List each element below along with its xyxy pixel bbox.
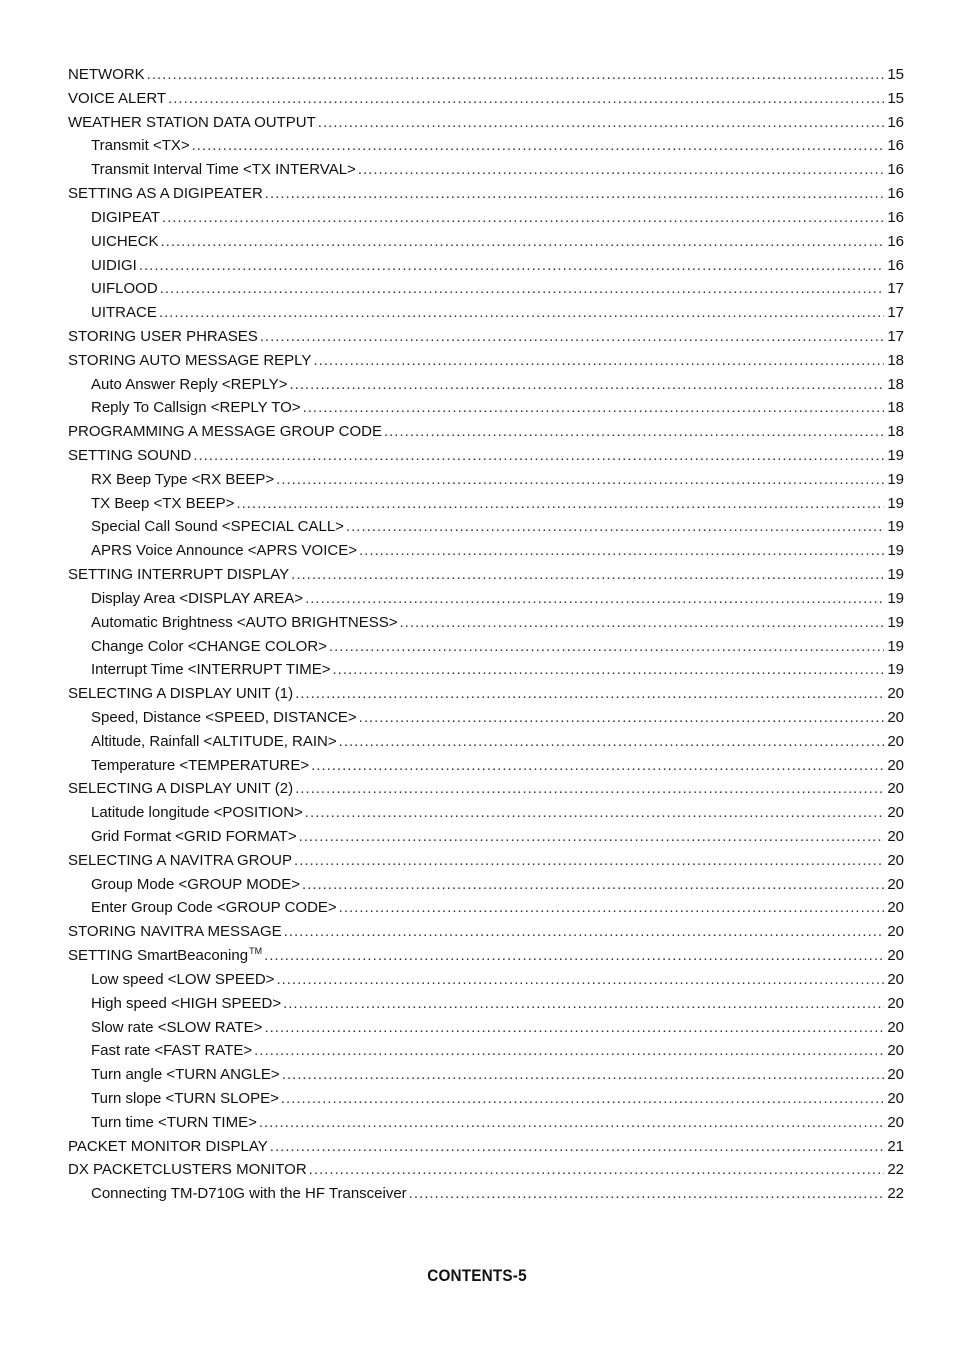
toc-entry[interactable] xyxy=(68,1087,904,1111)
toc-entry[interactable] xyxy=(68,182,904,206)
dot-leader xyxy=(291,563,884,587)
toc-entry[interactable] xyxy=(68,1063,904,1087)
toc-entry[interactable] xyxy=(68,825,904,849)
dot-leader xyxy=(193,444,884,468)
toc-entry-page-number: 20 xyxy=(887,828,904,845)
toc-entry[interactable] xyxy=(68,134,904,158)
toc-entry-title: Speed, Distance <SPEED, DISTANCE> xyxy=(91,708,357,726)
dot-leader xyxy=(339,730,884,754)
toc-entry-title: DX PACKETCLUSTERS MONITOR xyxy=(68,1161,307,1179)
toc-entry-title: Change Color <CHANGE COLOR> xyxy=(91,637,327,655)
toc-entry-page-number: 19 xyxy=(887,566,904,584)
toc-entry-title: Special Call Sound <SPECIAL CALL> xyxy=(91,518,344,536)
toc-entry[interactable] xyxy=(68,87,904,111)
toc-entry-title: SETTING AS A DIGIPEATER xyxy=(68,185,263,203)
toc-entry-title: UIDIGI xyxy=(91,256,137,274)
toc-entry-page-number: 16 xyxy=(887,185,904,203)
toc-entry-page-number: 21 xyxy=(887,1137,904,1155)
dot-leader xyxy=(295,682,884,706)
toc-entry[interactable] xyxy=(68,515,904,539)
toc-entry[interactable] xyxy=(68,968,904,992)
dot-leader xyxy=(346,515,884,539)
toc-entry[interactable] xyxy=(68,111,904,135)
toc-entry-title: SETTING SOUND xyxy=(68,447,192,464)
dot-leader xyxy=(284,920,884,944)
dot-leader xyxy=(339,896,884,920)
toc-entry-page-number: 17 xyxy=(887,327,904,345)
dot-leader xyxy=(294,849,884,873)
toc-entry-page-number: 15 xyxy=(887,66,904,83)
toc-entry[interactable] xyxy=(68,63,904,87)
dot-leader xyxy=(303,396,884,420)
toc-entry-page-number: 19 xyxy=(887,470,904,488)
toc-entry[interactable] xyxy=(68,944,904,968)
dot-leader xyxy=(299,825,884,849)
toc-entry[interactable] xyxy=(68,254,904,278)
dot-leader xyxy=(270,1135,884,1159)
toc-entry[interactable] xyxy=(68,373,904,397)
toc-entry-title: Fast rate <FAST RATE> xyxy=(91,1042,253,1060)
dot-leader xyxy=(265,182,884,206)
toc-entry-page-number: 20 xyxy=(887,685,904,703)
dot-leader xyxy=(318,111,884,135)
toc-entry-title: SELECTING A DISPLAY UNIT (2) xyxy=(68,780,294,798)
toc-entry-page-number: 20 xyxy=(887,1089,904,1107)
toc-entry[interactable] xyxy=(68,563,904,587)
toc-entry-page-number: 19 xyxy=(887,494,904,512)
dot-leader xyxy=(295,777,884,801)
toc-entry[interactable] xyxy=(68,158,904,182)
toc-entry-title: Automatic Brightness <AUTO BRIGHTNESS> xyxy=(91,613,398,631)
toc-entry-page-number: 20 xyxy=(887,732,904,750)
dot-leader xyxy=(276,468,884,492)
toc-entry-page-number: 19 xyxy=(887,661,904,679)
toc-entry[interactable] xyxy=(68,396,904,420)
toc-entry-page-number: 20 xyxy=(887,708,904,726)
toc-entry-page-number: 20 xyxy=(887,1042,904,1060)
toc-entry[interactable] xyxy=(68,896,904,920)
toc-entry-title: PACKET MONITOR DISPLAY xyxy=(68,1137,268,1155)
dot-leader xyxy=(359,539,884,563)
dot-leader xyxy=(305,587,884,611)
toc-entry[interactable] xyxy=(68,992,904,1016)
toc-entry[interactable] xyxy=(68,611,904,635)
toc-entry-title: Enter Group Code <GROUP CODE> xyxy=(91,899,337,917)
toc-entry[interactable] xyxy=(68,801,904,825)
toc-entry-page-number: 19 xyxy=(887,613,904,631)
toc-entry-page-number: 16 xyxy=(887,113,904,131)
dot-leader xyxy=(160,277,884,301)
toc-entry-title: Transmit <TX> xyxy=(91,137,190,155)
toc-entry-page-number: 15 xyxy=(887,89,904,107)
toc-entry-title: Temperature <TEMPERATURE> xyxy=(91,756,310,774)
dot-leader xyxy=(276,968,884,992)
toc-entry-page-number: 18 xyxy=(887,423,904,441)
trademark-mark: TM xyxy=(249,946,263,957)
toc-entry[interactable] xyxy=(68,635,904,659)
toc-entry-title: Reply To Callsign <REPLY TO> xyxy=(91,399,301,417)
dot-leader xyxy=(236,492,884,516)
toc-entry-page-number: 19 xyxy=(887,589,904,607)
toc-entry-page-number: 20 xyxy=(887,1066,904,1084)
toc-entry-title: DIGIPEAT xyxy=(91,208,160,226)
dot-leader xyxy=(313,349,884,373)
toc-entry-page-number: 20 xyxy=(887,947,904,965)
dot-leader xyxy=(282,1063,884,1087)
toc-entry-page-number: 19 xyxy=(887,637,904,655)
toc-entry-page-number: 18 xyxy=(887,399,904,417)
toc-entry[interactable] xyxy=(68,658,904,682)
toc-entry-title: TX Beep <TX BEEP> xyxy=(91,494,235,512)
toc-entry-title: Latitude longitude <POSITION> xyxy=(91,804,303,822)
toc-entry[interactable] xyxy=(68,277,904,301)
toc-entry-page-number: 20 xyxy=(887,1113,904,1131)
toc-entry-page-number: 16 xyxy=(887,161,904,179)
toc-entry[interactable] xyxy=(68,682,904,706)
toc-entry-page-number: 17 xyxy=(887,304,904,322)
toc-entry-title: Turn slope <TURN SLOPE> xyxy=(91,1089,279,1107)
toc-entry-page-number: 19 xyxy=(887,542,904,560)
toc-entry[interactable] xyxy=(68,920,904,944)
dot-leader xyxy=(409,1182,884,1206)
toc-entry-title: Slow rate <SLOW RATE> xyxy=(91,1018,263,1036)
dot-leader xyxy=(290,373,885,397)
toc-entry[interactable] xyxy=(68,301,904,325)
dot-leader xyxy=(161,230,884,254)
table-of-contents xyxy=(68,63,904,1206)
toc-entry-title: High speed <HIGH SPEED> xyxy=(91,994,282,1012)
toc-entry-title: STORING USER PHRASES xyxy=(68,327,258,345)
dot-leader xyxy=(162,206,884,230)
toc-entry[interactable] xyxy=(68,706,904,730)
toc-entry-page-number: 20 xyxy=(887,875,904,893)
dot-leader xyxy=(359,706,884,730)
toc-entry-title: UITRACE xyxy=(91,304,157,322)
toc-entry[interactable] xyxy=(68,1111,904,1135)
dot-leader xyxy=(260,325,884,349)
toc-entry[interactable] xyxy=(68,444,904,468)
dot-leader xyxy=(159,301,884,325)
dot-leader xyxy=(302,873,884,897)
toc-entry-page-number: 19 xyxy=(887,447,904,464)
toc-entry[interactable] xyxy=(68,230,904,254)
dot-leader xyxy=(305,801,884,825)
toc-entry-title: Turn time <TURN TIME> xyxy=(91,1113,257,1131)
toc-entry[interactable] xyxy=(68,492,904,516)
toc-entry-title: NETWORK xyxy=(68,66,145,83)
toc-entry-page-number: 20 xyxy=(887,899,904,917)
toc-entry-title: STORING NAVITRA MESSAGE xyxy=(68,923,282,941)
dot-leader xyxy=(147,63,884,87)
toc-entry-page-number: 19 xyxy=(887,518,904,536)
toc-entry-title: STORING AUTO MESSAGE REPLY xyxy=(68,351,312,369)
toc-entry-title: Low speed <LOW SPEED> xyxy=(91,970,275,988)
toc-entry-title: WEATHER STATION DATA OUTPUT xyxy=(68,113,316,131)
toc-entry-title: SETTING INTERRUPT DISPLAY xyxy=(68,566,290,584)
toc-entry-title: APRS Voice Announce <APRS VOICE> xyxy=(91,542,357,560)
toc-entry[interactable] xyxy=(68,754,904,778)
toc-entry-page-number: 20 xyxy=(887,970,904,988)
toc-entry-page-number: 20 xyxy=(887,851,904,869)
page-footer-label: CONTENTS-5 xyxy=(427,1266,527,1285)
toc-entry-page-number: 18 xyxy=(887,351,904,369)
toc-entry[interactable] xyxy=(68,1158,904,1182)
dot-leader xyxy=(283,992,884,1016)
dot-leader xyxy=(281,1087,884,1111)
toc-entry-page-number: 16 xyxy=(887,256,904,274)
toc-entry-title: Transmit Interval Time <TX INTERVAL> xyxy=(91,161,356,179)
dot-leader xyxy=(259,1111,884,1135)
toc-entry-page-number: 22 xyxy=(887,1185,904,1203)
toc-entry-title: VOICE ALERT xyxy=(68,89,167,107)
toc-entry[interactable] xyxy=(68,539,904,563)
toc-entry[interactable] xyxy=(68,1016,904,1040)
toc-entry[interactable] xyxy=(68,325,904,349)
toc-entry-title: UICHECK xyxy=(91,232,159,250)
toc-entry-title: SETTING SmartBeaconing xyxy=(68,947,249,965)
toc-entry-page-number: 20 xyxy=(887,994,904,1012)
toc-entry[interactable] xyxy=(68,587,904,611)
toc-entry-page-number: 16 xyxy=(887,208,904,226)
toc-entry[interactable] xyxy=(68,206,904,230)
toc-entry[interactable] xyxy=(68,420,904,444)
toc-entry[interactable] xyxy=(68,777,904,801)
toc-entry-title: PROGRAMMING A MESSAGE GROUP CODE xyxy=(68,423,382,441)
dot-leader xyxy=(254,1039,884,1063)
toc-entry-title: Display Area <DISPLAY AREA> xyxy=(91,589,304,607)
toc-entry-title: Connecting TM-D710G with the HF Transceiver xyxy=(91,1185,407,1203)
toc-entry-title: Altitude, Rainfall <ALTITUDE, RAIN> xyxy=(91,732,337,750)
toc-entry-page-number: 20 xyxy=(887,1018,904,1036)
dot-leader xyxy=(139,254,884,278)
toc-entry[interactable] xyxy=(68,849,904,873)
toc-entry-page-number: 22 xyxy=(887,1161,904,1179)
toc-entry[interactable] xyxy=(68,1039,904,1063)
dot-leader xyxy=(329,635,884,659)
toc-entry-title: SELECTING A NAVITRA GROUP xyxy=(68,851,292,869)
dot-leader xyxy=(358,158,884,182)
dot-leader xyxy=(311,754,884,778)
toc-entry-page-number: 17 xyxy=(887,280,904,298)
dot-leader xyxy=(384,420,884,444)
toc-entry-title: UIFLOOD xyxy=(91,280,158,298)
toc-entry[interactable] xyxy=(68,349,904,373)
dot-leader xyxy=(192,134,884,158)
toc-entry[interactable] xyxy=(68,468,904,492)
toc-entry-title: Interrupt Time <INTERRUPT TIME> xyxy=(91,661,331,679)
toc-entry[interactable] xyxy=(68,1182,904,1206)
toc-entry[interactable] xyxy=(68,873,904,897)
toc-entry-page-number: 20 xyxy=(887,780,904,798)
toc-entry-title: Group Mode <GROUP MODE> xyxy=(91,875,300,893)
dot-leader xyxy=(264,1016,884,1040)
toc-entry-title: Turn angle <TURN ANGLE> xyxy=(91,1066,280,1084)
toc-entry-page-number: 20 xyxy=(887,804,904,822)
dot-leader xyxy=(400,611,885,635)
toc-entry-page-number: 16 xyxy=(887,232,904,250)
toc-entry-page-number: 16 xyxy=(887,137,904,155)
toc-entry-page-number: 20 xyxy=(887,923,904,941)
toc-entry-title: Grid Format <GRID FORMAT> xyxy=(91,828,297,845)
dot-leader xyxy=(168,87,884,111)
toc-entry-page-number: 20 xyxy=(887,756,904,774)
toc-entry-page-number: 18 xyxy=(887,375,904,393)
dot-leader xyxy=(333,658,884,682)
dot-leader xyxy=(264,944,884,968)
toc-entry-title: Auto Answer Reply <REPLY> xyxy=(91,375,288,393)
toc-entry[interactable] xyxy=(68,730,904,754)
toc-entry[interactable] xyxy=(68,1135,904,1159)
dot-leader xyxy=(309,1158,884,1182)
toc-entry-title: SELECTING A DISPLAY UNIT (1) xyxy=(68,685,294,703)
toc-entry-title: RX Beep Type <RX BEEP> xyxy=(91,470,275,488)
